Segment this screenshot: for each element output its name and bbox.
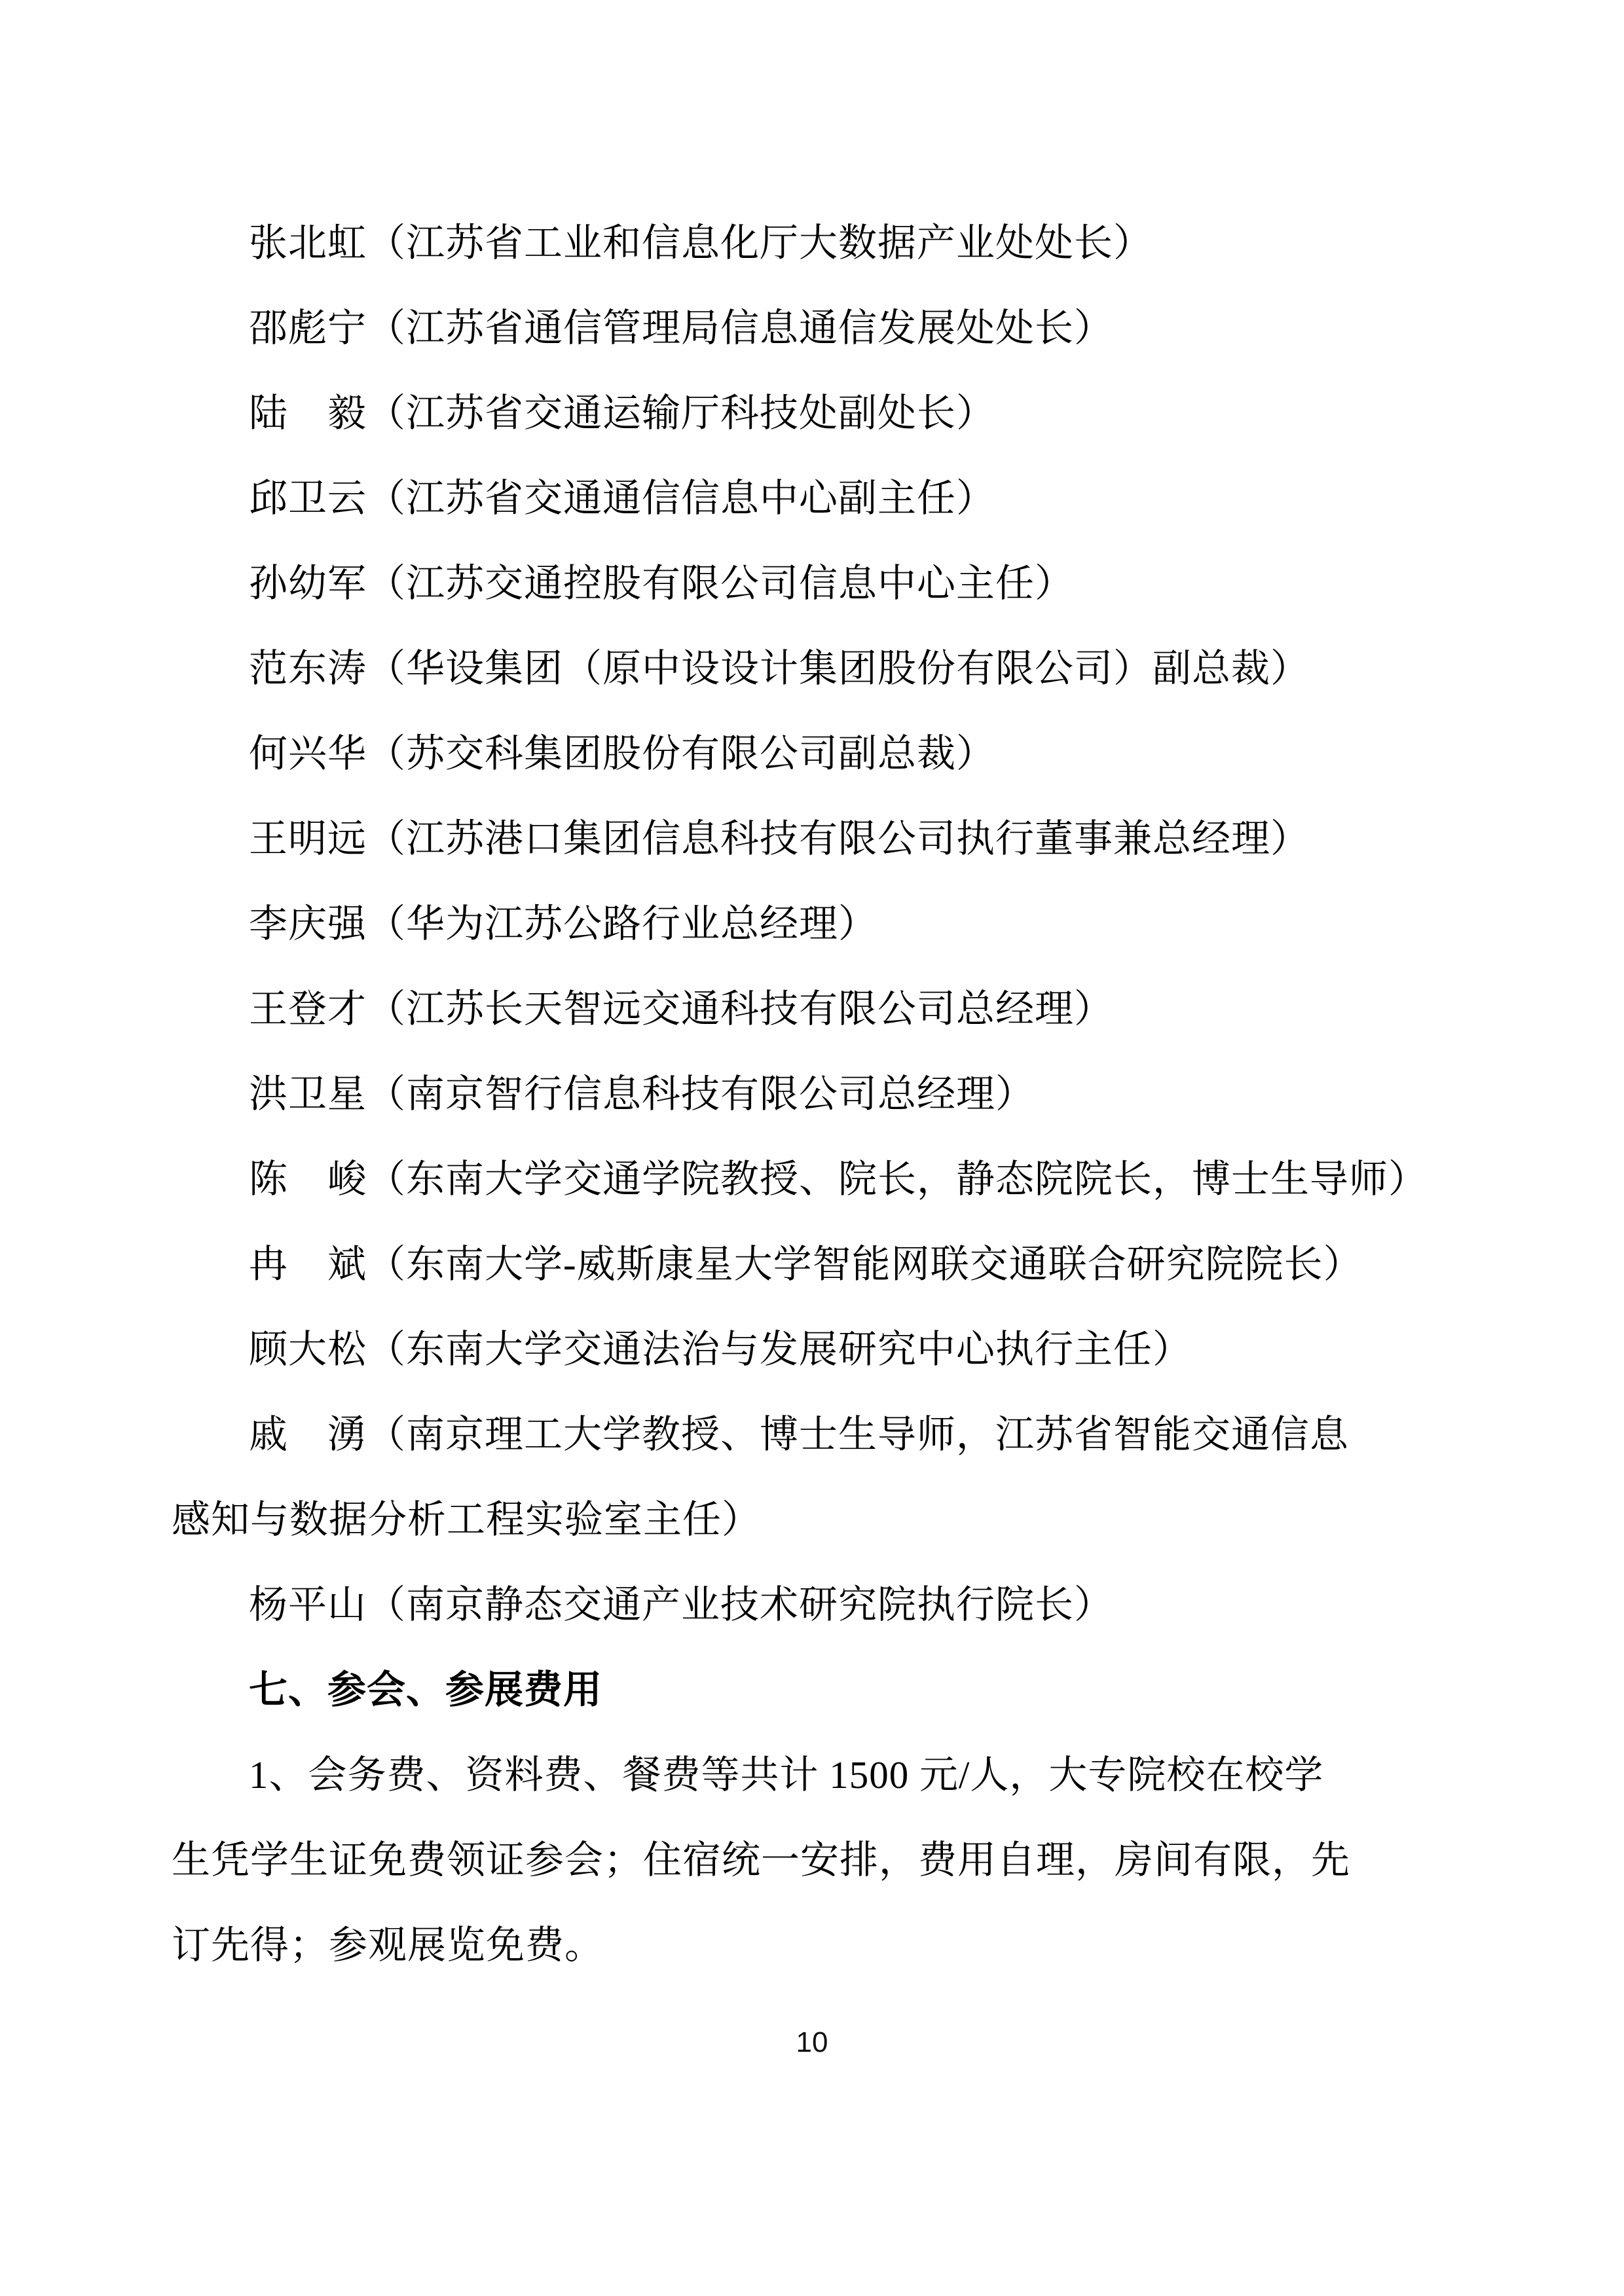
attendee-line: 陈 峻（东南大学交通学院教授、院长，静态院院长，博士生导师） <box>249 1157 1428 1201</box>
attendee-line: 邵彪宁（江苏省通信管理局信息通信发展处处长） <box>249 306 1114 350</box>
page-number: 10 <box>796 2026 828 2058</box>
attendee-line: 张北虹（江苏省工业和信息化厅大数据产业处处长） <box>249 221 1153 264</box>
fee-paragraph-line-continuation: 订先得；参观展览免费。 <box>172 1923 604 1967</box>
attendee-line: 戚 湧（南京理工大学教授、博士生导师，江苏省智能交通信息 <box>249 1413 1350 1456</box>
fee-paragraph-line: 1、会务费、资料费、餐费等共计 1500 元/人，大专院校在校学 <box>249 1753 1324 1796</box>
attendee-line: 顾大松（东南大学交通法治与发展研究中心执行主任） <box>249 1328 1192 1371</box>
section-heading: 七、参会、参展费用 <box>249 1668 603 1711</box>
attendee-line: 王登才（江苏长天智远交通科技有限公司总经理） <box>249 987 1114 1030</box>
attendee-line: 孙幼军（江苏交通控股有限公司信息中心主任） <box>249 562 1075 605</box>
attendee-line: 何兴华（苏交科集团股份有限公司副总裁） <box>249 732 996 775</box>
attendee-line: 李庆强（华为江苏公路行业总经理） <box>249 902 878 945</box>
attendee-line: 范东涛（华设集团（原中设设计集团股份有限公司）副总裁） <box>249 647 1310 690</box>
attendee-line: 杨平山（南京静态交通产业技术研究院执行院长） <box>249 1583 1114 1626</box>
attendee-line: 冉 斌（东南大学-威斯康星大学智能网联交通联合研究院院长） <box>249 1243 1363 1286</box>
page-content <box>172 200 1468 1988</box>
attendee-line-continuation: 感知与数据分析工程实验室主任） <box>172 1498 762 1541</box>
attendee-line: 邱卫云（江苏省交通通信信息中心副主任） <box>249 477 996 520</box>
attendee-line: 王明远（江苏港口集团信息科技有限公司执行董事兼总经理） <box>249 817 1310 860</box>
attendee-line: 洪卫星（南京智行信息科技有限公司总经理） <box>249 1072 1035 1116</box>
fee-paragraph-line-continuation: 生凭学生证免费领证参会；住宿统一安排，费用自理，房间有限，先 <box>172 1838 1351 1882</box>
attendee-line: 陆 毅（江苏省交通运输厅科技处副处长） <box>249 392 996 435</box>
